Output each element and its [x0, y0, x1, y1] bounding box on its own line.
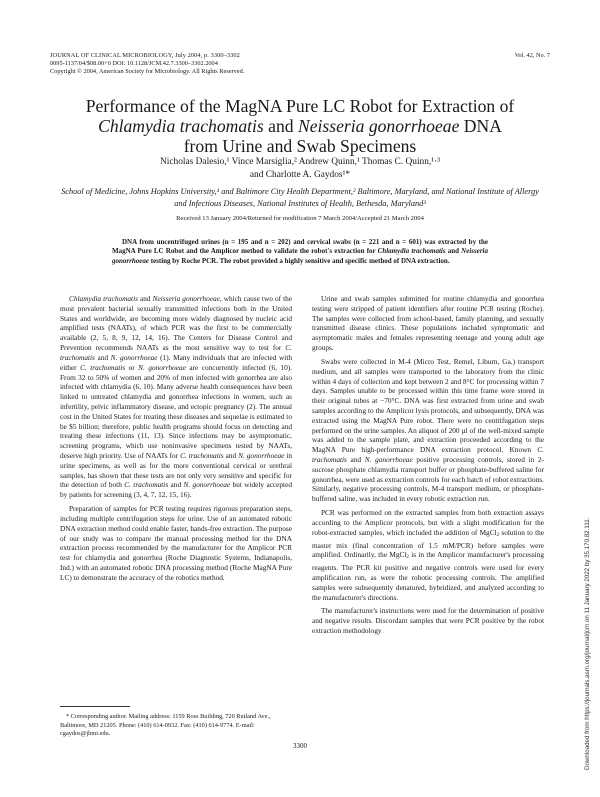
methods-intro-paragraph: Preparation of samples for PCR testing requires rigorous preparation steps, including multiple centrifugation steps for urine. Use of an automated robotic DNA extraction method could enable faster, hands-free extraction. The purpose of our study was to compare the manual processing method for the DNA extraction process recommended by the manufacturer for the Amplicor PCR test for chlamydia and gonorrhea (Roche Diagnostic Systems, Indianapolis, Ind.) with an automated robotic DNA processing method (Roche MagNA Pure LC) to demonstrate the accuracy of the robotics method. [60, 504, 292, 582]
species-name: C. trachomatis [124, 480, 169, 490]
affiliations: School of Medicine, Johns Hopkins University,¹ and Baltimore City Health Department,² Baltimore, Maryland, and National Institute of Allergy and Infectious Diseases, National Institutes of Health, Bethesda, Maryland³ [61, 187, 539, 208]
title-dna: DNA [459, 116, 502, 136]
abstract-part-3: testing by Roche PCR. The robot provided a highly sensitive and specific method of DNA extraction. [148, 256, 450, 265]
left-column [60, 294, 292, 587]
article-title [40, 96, 560, 156]
issn-doi-line: 0095-1137/04/$08.00+0 DOI: 10.1128/JCM.42.7.3300–3302.2004 [50, 60, 218, 68]
species-name: C. trachomatis [180, 451, 224, 460]
title-species-1: Chlamydia trachomatis [98, 116, 264, 136]
subscript: 2 [496, 532, 500, 538]
text-run: and [223, 451, 239, 460]
species-name: N. gonorrhoeae [364, 455, 413, 464]
species-name: N. gonorrhoeae [110, 352, 158, 362]
text-run: are concurrently infected (6, 10). From 32 to 50% of women and 20% of men infected with gonorrhea are also infected with chlamydia (6, 10). Many adverse health consequences have been linked to untreated chlamydia and gonorrhea infections in women, such as infertility, pelvic inflammatory disease, and ectopic pregnancy (2). The annual cost in the United States for treating these diseases and sequelae is estimated to be $5 billion; therefore, public health programs should focus on detecting and treating these infections (11, 13). Since infections may be asymptomatic, screening programs, which use noninvasive specimens tested by NAATs, deserve high priority. Use of NAATs for [60, 362, 292, 460]
title-species-2: Neisseria gonorrhoeae [297, 116, 460, 136]
subscript: 2 [406, 555, 409, 561]
text-run: , which cause two of the most prevalent bacterial sexually transmitted infections both in the United States and worldwide, are becoming more widely diagnosed by nucleic acid amplified tests (NAATs), of which PCR was the first to be commercially available (2, 5, 8, 9, 12, 14, 16). The Centers for Disease Control and Prevention recommends NAATs as the most sensitive way to test for [60, 294, 293, 353]
samples-paragraph: Urine and swab samples submitted for routine chlamydia and gonorrhea testing were stripped of patient identifiers after routine PCR testing (Roche). The samples were collected from school-based, family planning, and sexually transmitted disease clinics. These populations included symptomatic and asymptomatic males and females representing teenage and young adult age groups. [312, 294, 544, 353]
abstract-species-1: Chlamydia trachomatis [377, 247, 446, 256]
running-head [50, 52, 550, 77]
title-line-1: Performance of the MagNA Pure LC Robot for Extraction of [85, 96, 515, 116]
authors-line-2: and Charlotte A. Gaydos¹* [249, 170, 351, 180]
species-name: Chlamydia trachomatis [69, 294, 138, 303]
received-dates: Received 13 January 2004/Returned for modification 7 March 2004/Accepted 21 March 2004 [176, 215, 424, 222]
text-run: and [168, 480, 184, 490]
abstract-part-1: DNA from uncentrifuged urines (n = 195 and n = 202) and cervical swabs (n = 221 and n = 601) was extracted by the MagNA Pure LC Robot and the Amplicor method to validate the robot's extraction for [112, 238, 488, 256]
text-run: and [137, 294, 153, 303]
author-list [40, 156, 560, 182]
text-run: and [94, 352, 111, 362]
species-name: C. trachomatis [312, 445, 544, 464]
species-name: C. trachomatis [60, 343, 292, 362]
authors-line-1: Nicholas Dalesio,¹ Vince Marsiglia,² Andrew Quinn,¹ Thomas C. Quinn,¹·³ [159, 157, 441, 167]
corresponding-author-footnote [60, 706, 292, 739]
text-run: or [125, 362, 139, 372]
species-name: N. gonorrhoeae [238, 451, 285, 460]
text-run: and [346, 455, 365, 464]
page-number: 3300 [293, 742, 307, 750]
text-run: in urine specimens, as well as for the more conventional cervical or urethral samples, has shown that these tests are not only very sensitive and specific for the detection of both [60, 451, 292, 490]
abstract [112, 238, 488, 266]
text-run: PCR was performed on the extracted samples from both extraction assays according to the Amplicor protocols, but with a slight modification for the robot-extracted samples, which included the addition of MgCl [312, 508, 544, 537]
title-line-2 [40, 116, 560, 136]
footnote-rule [60, 706, 130, 707]
journal-citation: JOURNAL OF CLINICAL MICROBIOLOGY, July 2004, p. 3300–3302 [50, 52, 240, 59]
text-run: solution to the master mix (final concentration of 1.5 mM/PCR) before samples were amplified. Ordinarily, the MgCl [312, 527, 544, 560]
swabs-paragraph [312, 357, 544, 504]
download-watermark: Downloaded from https://journals.asm.org/journal/jcm on 11 January 2022 by 35.170.82.111. [584, 517, 591, 770]
text-run: Swabs were collected in M-4 (Micro Test, Remel, Liburn, Ga.) transport medium, and all samples were transported to the laboratory from the clinic within 4 days of collection and kept between 2 and 8°C for processing within 7 days. Samples unable to be processed within this time frame were stored in their original tubes at −70°C. DNA was first extracted from urine and swab samples according to the Amplicor lysis protocols, and subsequently, DNA was extracted using the MagNA Pure robot. There were no centrifugation steps performed on the urine samples. An aliquot of 200 µl of the well-mixed sample was added to the sample plate, and extraction proceeded according to the MagNA Pure high-performance DNA extraction protocol. Known [312, 356, 544, 455]
pcr-paragraph [312, 508, 544, 602]
species-name: C. trachomatis [80, 362, 126, 372]
text-run: is in the Amplicor manufacturer's processing reagents. The PCR kit positive and negative controls were used for every amplification run, as were the robotic processing controls. The amplified samples were subsequently denatured, hybridized, and analyzed according to the manufacturer's directions. [312, 550, 544, 602]
text-run: positive processing controls, stored in 2-sucrose phosphate chlamydia transport buffer or phosphate-buffered saline for gonorrhea, were used as extraction controls for each batch of robot extractions. Similarly, negative processing controls, M-4 transport medium, or phosphate-buffered saline, was included in every robotic extraction run. [312, 455, 544, 504]
volume-issue: Vol. 42, No. 7 [514, 52, 550, 59]
species-name: Neisseria gonorrhoeae [152, 294, 220, 303]
title-and: and [263, 116, 298, 136]
species-name: N. gonorrhoeae [183, 480, 231, 490]
intro-paragraph [60, 294, 292, 500]
species-name: N. gonorrhoeae [138, 362, 186, 372]
text-run: (1). Many individuals that are infected with either [60, 352, 292, 372]
footnote-text: * Corresponding author. Mailing address: 1159 Ross Building, 720 Rutland Ave., Baltimore, MD 21205. Phone: (410) 614-0932. Fax: (410) 614-9774. E-mail: cgaydos@jhmi.edu. [60, 713, 271, 737]
right-column [312, 294, 544, 640]
title-line-3: from Urine and Swab Specimens [183, 136, 417, 156]
results-paragraph: The manufacturer's instructions were used for the determination of positive and negative results. Discordant samples that were PCR positive by the robot extraction methodology [312, 606, 544, 635]
abstract-part-2: and [445, 247, 462, 256]
abstract-species-2: Neisseria gonorrhoeae [112, 247, 488, 265]
copyright-line: Copyright © 2004, American Society for Microbiology. All Rights Reserved. [50, 68, 245, 76]
text-run: but widely accepted by patients for screening (3, 4, 7, 12, 15, 16). [60, 480, 292, 500]
